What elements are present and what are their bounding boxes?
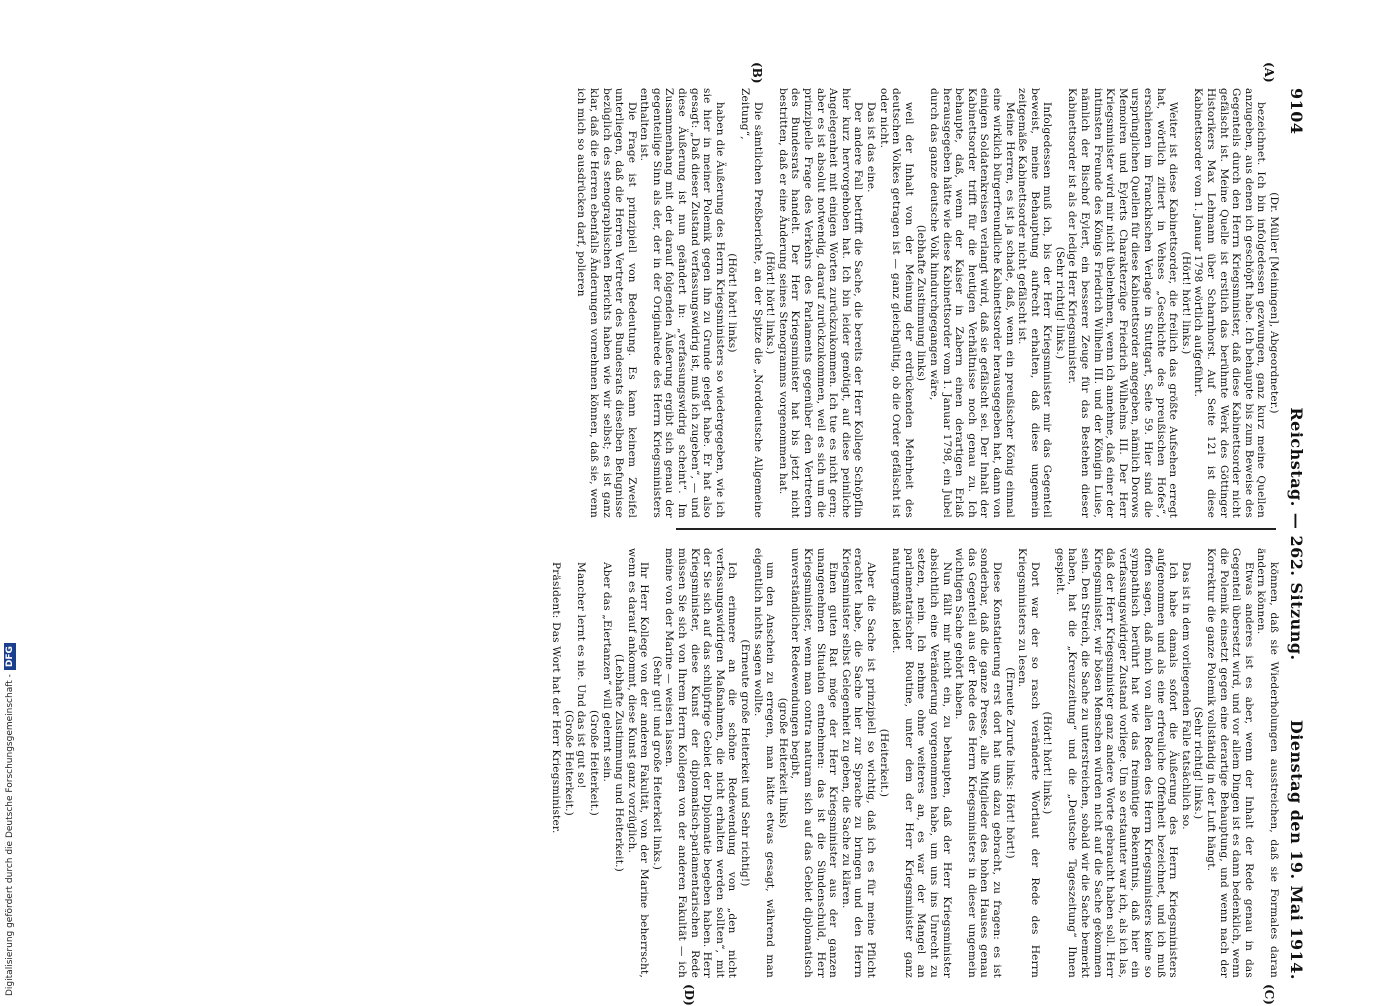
interjection: (Hört! hört! links.) <box>1179 251 1192 355</box>
column-divider <box>676 528 1276 530</box>
interjection: (Große Heiterkeit.) <box>562 710 575 816</box>
paragraph: Meine Herren, es ist ja schade, daß, wenn ein preußischer König einmal eine wirklich bürgerfreundliche Kabinettsorder herausgegeben hat, dann von einigen Soldatenkreisen verlangt wird, daß sie gefälscht sei. Der Inhalt der Kabinettsorder trifft für die heutigen Verhältnisse noch genau zu. Ich behaupte, daß, wenn der Kaiser in Zabern einen derartigen Erlaß herausgegeben hätte wie diese Kabinettsorder vom 1. Januar 1798, ein Jubel durch das ganze deutsche Volk hindurchgegangen wäre, <box>927 88 1016 518</box>
paragraph: weil der Inhalt von der Meinung der erdrückenden Mehrheit des deutschen Volkes getragen ist — ganz gleichgültig, ob die Order gefälscht ist oder nicht. <box>877 88 915 518</box>
paragraph: bezeichnet. Ich bin infolgedessen gezwungen, ganz kurz meine Quellen anzugeben, aus denen ich geschöpft habe. Ich behaupte bis zum Beweise des Gegenteils durch den Herrn Kriegsminister, daß diese Kabinettsorder nicht gefälscht ist. Meine Quelle ist erstlich das berühmte Werk des Göttinger Historikers Max Lehmann über Scharnhorst. Auf Seite 121 ist diese Kabinettsorder vom 1. Januar 1798 wörtlich aufgeführt. <box>1192 88 1268 518</box>
paragraph: Infolgedessen muß ich, bis der Herr Kriegsminister mir das Gegenteil beweist, meine Behauptung aufrecht erhalten, daß diese ungemein zeitgemäße Kabinettsorder nicht gefälscht ist. <box>1016 88 1054 518</box>
interjection: (Hört! hört! links.) <box>1041 711 1054 815</box>
paragraph: Ihr Herr Kollege von der anderen Fakultät, von der Marine beherrscht, wenn es darauf ankommt, diese Kunst ganz vorzüglich. <box>625 548 651 978</box>
interjection: (Hört! hört! links.) <box>764 251 777 355</box>
paragraph: Die sämtlichen Preßberichte, an der Spitze die „Norddeutsche Allgemeine Zeitung“, <box>739 88 764 518</box>
page-header <box>1284 88 1306 980</box>
interjection: (Hört! hört! links) <box>726 253 739 353</box>
paragraph: Diese Konstatierung erst dort hat uns dazu gebracht, zu fragen: es ist sonderbar, daß die ganze Presse, alle Mitglieder des hohen Hauses genau das Gegenteil aus der Rede des Herrn Kriegsministers in dieser ungemein wichtigen Sache gehört haben. <box>953 548 1003 978</box>
interjection: (Sehr gut! und große Heiterkeit links.) <box>650 655 663 871</box>
margin-marker-a: (A) <box>1262 62 1276 83</box>
dfg-logo: DFG <box>4 643 16 670</box>
interjection: (Sehr richtig! links.) <box>1053 246 1066 360</box>
paragraph: Der andere Fall betrifft die Sache, die bereits der Herr Kollege Schöpflin hier kurz hervorgehoben hat. Ich bin leider genötigt, auf diese peinliche Angelegenheit mit einigen Worten zurückzukommen. Ich tue es nicht gern; aber es ist absolut notwendig, darauf zurückzukommen, weil es sich um die prinzipielle Frage des Verkehrs des Parlaments gegenüber den Vertretern des Bundesrats handelt. Der Herr Kriegsminister hat bis jetzt nicht bestritten, daß er eine Änderung seines Stenogramms vorgenommen hat. <box>776 88 865 518</box>
margin-marker-b: (B) <box>750 62 764 84</box>
right-text-column <box>550 548 1280 978</box>
paragraph: Präsident: Das Wort hat der Herr Kriegsminister. <box>550 562 563 834</box>
paragraph: Etwas anderes ist es aber, wenn der Inhalt der Rede genau in das Gegenteil übersetzt wird, und vor allem Dingen ist es dann bedenklich, wenn die Polemik einsetzt gegen eine derartige Behauptung, und wenn nach der Korrektur die ganze Polemik vollständig in der Luft hängt. <box>1205 548 1255 978</box>
paragraph: Ich erinnere an die schöne Redewendung von „den nicht verfassungswidrigen Maßnahmen, die nicht erhalten werden sollten“, mit der Sie sich auf das schlüpfrige Gebiet der Diplomatie begeben haben. Herr Kriegsminister, diese Kunst der diplomatisch-parlamentarischen Rede müssen Sie sich von Ihrem Herrn Kollegen von der anderen Fakultät — ich meine von der Marine — weisen lassen. <box>663 548 739 978</box>
interjection: (Große Heiterkeit.) <box>587 710 600 816</box>
paragraph: Weiter ist diese Kabinettsorder, die freilich das größte Aufsehen erregt hat, wörtlich zitiert in Vehses „Geschichte des preußischen Hofes“, erschienen im Franckhschen Verlage in Stuttgart, Seite 59. Hier sind die ursprünglichen Quellen für diese Kabinettsorder angegeben, nämlich Dorows Memoiren und Eylerts Charakterzüge Friedrich Wilhelms III. Der Herr Kriegsminister wird mir nicht übelnehmen, wenn ich annehme, daß einer der intimsten Freunde des Königs Friedrich Wilhelm III. und der Königin Luise, nämlich der Bischof Eylert, ein besserer Zeuge für das Bestehen dieser Kabinettsorder ist als der ledige Herr Kriegsminister. <box>1066 88 1180 518</box>
paragraph: Das ist das eine. <box>865 102 877 193</box>
interjection: (lebhafte Zustimmung links) <box>915 224 928 382</box>
paragraph: Einen guten Rat möge der Herr Kriegsminister aus der ganzen unangenehmen Situation entnehmen: das ist die Sündenschuld, Herr Kriegsminister, wenn man contra naturam sich auf das Gebiet diplomatisch unverständlicher Redewendungen begibt, <box>789 548 840 978</box>
page-number: 9104 <box>1287 88 1306 135</box>
paragraph: Dort war der so rasch veränderte Wortlaut der Rede des Herrn Kriegsministers zu lesen. <box>1016 548 1041 978</box>
page-title: Reichstag. — 262. Sitzung. <box>1287 407 1306 661</box>
paragraph: Aber das „Eiertanzen“ will gelernt sein. <box>600 562 613 783</box>
paragraph: Das ist in dem vorliegenden Falle tatsächlich so. <box>1179 562 1192 830</box>
left-text-column <box>575 88 1280 518</box>
paragraph: Mancher lernt es nie. Und das ist gut so! <box>575 562 588 789</box>
paragraph: Ich habe damals sofort die Äußerung des Herrn Kriegsministers aufgenommen und als eine erfreuliche Offenheit bezeichnet, und ich muß offen sagen, daß mich von allen Reden des Herrn Kriegsministers keine so sympathisch berührt hat wie das freimütige Bekenntnis, daß hier ein verfassungswidriger Zustand vorliege. Um so erstaunter war ich, als ich las, daß der Herr Kriegsminister ganz andere Worte gebraucht haben soll. Herr Kriegsminister, wir bösen Menschen würden nicht auf die Sache gekommen sein. Den Streich, die Sache zu unterstreichen, sobald wir die Sache bemerkt haben, hat die „Kreuzzeitung“ und die „Deutsche Tageszeitung“ Ihnen gespielt. <box>1053 548 1180 978</box>
paragraph: Aber die Sache ist prinzipiell so wichtig, daß ich es für meine Pflicht erachtet habe, die Sache hier zur Sprache zu bringen und den Herrn Kriegsminister selbst Gelegenheit zu geben, die Sache zu klären. <box>839 548 877 978</box>
margin-marker-d: (D) <box>682 984 696 1006</box>
credit-text: Digitalisierung gefördert durch die Deutsche Forschungsgemeinschaft - <box>5 674 15 996</box>
interjection: (Lebhafte Zustimmung und Heiterkeit.) <box>613 654 626 872</box>
paragraph: haben die Äußerung des Herrn Kriegsministers so wiedergegeben, wie ich sie hier in meiner Polemik gegen ihn zu Grunde gelegt habe. Er hat also gesagt: „Daß dieser Zustand verfassungswidrig ist, muß ich zugeben“, — und diese Äußerung ist nun geändert in: „verfassungswidrig scheint“. Im Zusammenhang mit der darauf folgenden Äußerung ergibt sich genau der gegenteilige Sinn als der, der in der Originalrede des Herrn Kriegsministers enthalten ist. <box>638 88 726 518</box>
paragraph: um den Anschein zu erregen, man hätte etwas gesagt, während man eigentlich nichts sagen wollte. <box>751 548 777 978</box>
interjection: (Erneute Zurufe links: Hört! hört!) <box>1003 667 1016 859</box>
paragraph: Die Frage ist prinzipiell von Bedeutung. Es kann keinem Zweifel unterliegen, daß die Herren Vertreter des Bundesrats dieselben Befugnisse bezüglich des stenographischen Berichts haben wie wir selbst; es ist ganz klar, daß die Herren ebenfalls Änderungen vornehmen können, daß sie, wenn ich mich so ausdrücken darf, polieren <box>575 88 638 518</box>
interjection: (Sehr richtig! links.) <box>1192 706 1205 820</box>
margin-marker-c: (C) <box>1262 984 1276 1005</box>
paragraph: können, daß sie Wiederholungen ausstreichen, daß sie Formales daran ändern können. <box>1255 548 1280 978</box>
interjection: (große Heiterkeit links) <box>776 697 789 829</box>
interjection: (Heiterkeit.) <box>877 728 890 798</box>
interjection: (Dr. Müller [Meiningen], Abgeordneter.) <box>1268 192 1280 414</box>
session-date: Dienstag den 19. Mai 1914. <box>1287 719 1306 980</box>
paragraph: Nun fällt mir nicht ein, zu behaupten, daß der Herr Kriegsminister absichtlich eine Veränderung vorgenommen habe, um uns ins Unrecht zu setzen, nein. Ich nehme ohne weiteres an, es war der Mangel an parlamentarischer Routine, unter dem der Herr Kriegsminister ganz naturgemäß leidet. <box>890 548 953 978</box>
digitization-credit <box>2 600 18 996</box>
interjection: (Erneute große Heiterkeit und Sehr richtig!) <box>739 639 752 887</box>
